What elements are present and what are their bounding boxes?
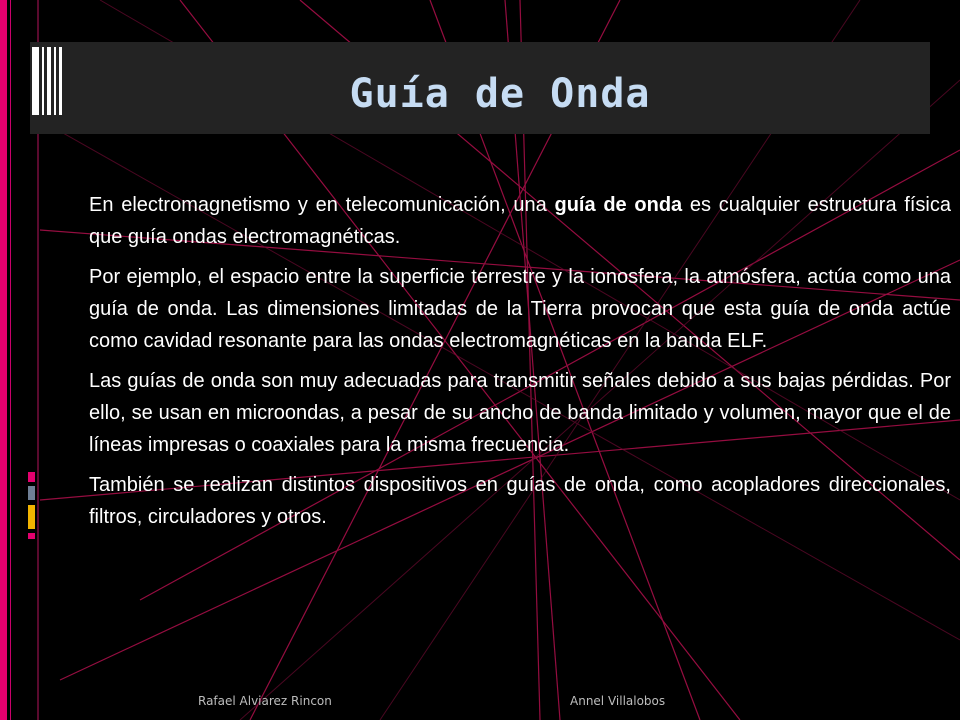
accent-block-gold bbox=[28, 505, 35, 529]
paragraph-text: es cualquier estructura física que guía ondas electromagnéticas. bbox=[89, 194, 951, 248]
accent-block-pink-small bbox=[28, 533, 35, 539]
left-thin-line bbox=[10, 0, 11, 720]
footer-author-right: Annel Villalobos bbox=[570, 694, 666, 708]
title-vertical-bar bbox=[54, 47, 56, 115]
left-pink-stripe bbox=[0, 0, 7, 720]
slide-body bbox=[89, 189, 951, 541]
title-vertical-bar bbox=[32, 47, 39, 115]
paragraph-advantages: Las guías de onda son muy adecuadas para transmitir señales debido a sus bajas pérdidas. Por ello, se usan en microondas, a pesar de su ancho de banda limitado y volumen, mayor que el de líneas impresas o coaxiales para la misma frecuencia. bbox=[89, 370, 951, 456]
bold-term: guía de onda bbox=[554, 194, 683, 216]
paragraph-text: En electromagnetismo y en telecomunicación, una bbox=[89, 194, 555, 216]
accent-block-gray bbox=[28, 486, 35, 500]
title-vertical-bar bbox=[42, 47, 44, 115]
paragraph-definition bbox=[89, 189, 951, 253]
accent-block-pink bbox=[28, 472, 35, 482]
paragraph-example: Por ejemplo, el espacio entre la superficie terrestre y la ionosfera, la atmósfera, actúa como una guía de onda. Las dimensiones limitadas de la Tierra provocan que esta guía de onda actúe como cavidad resonante para las ondas electromagnéticas en la banda ELF. bbox=[89, 266, 951, 352]
paragraph-devices: También se realizan distintos dispositivos en guías de onda, como acopladores direccionales, filtros, circuladores y otros. bbox=[89, 474, 951, 528]
title-vertical-bar bbox=[47, 47, 51, 115]
slide-title: Guía de Onda bbox=[349, 71, 651, 117]
footer-author-left: Rafael Alviarez Rincon bbox=[198, 694, 332, 708]
title-vertical-bar bbox=[59, 47, 62, 115]
